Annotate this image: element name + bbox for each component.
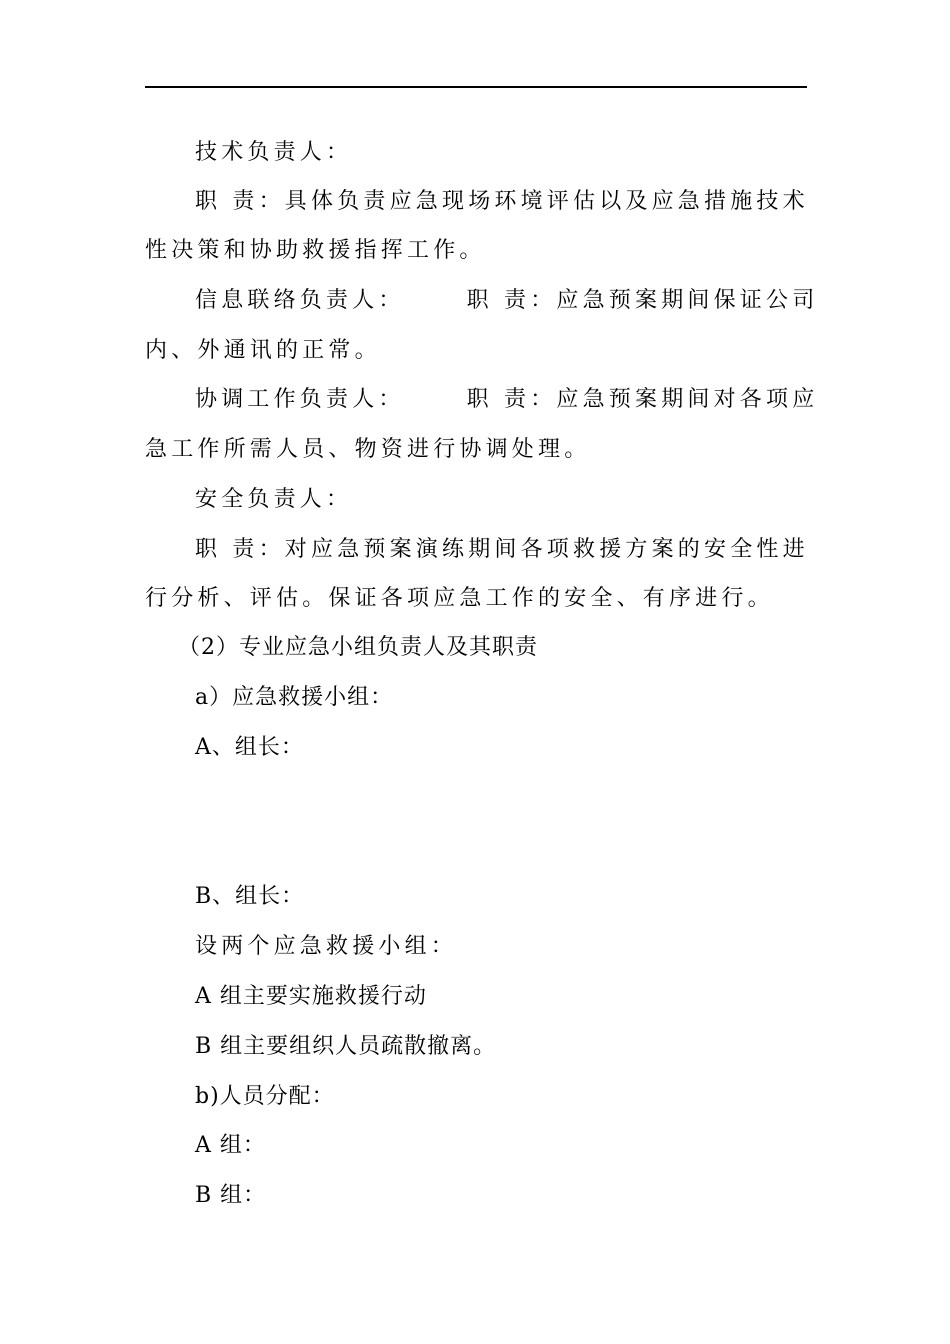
safety-lead-duty-line-2: 行分析、评估。保证各项应急工作的安全、有序进行。 — [145, 586, 774, 611]
communication-lead-duty-line-2: 内、外通讯的正常。 — [145, 338, 381, 363]
coordination-lead-paragraph — [195, 385, 819, 415]
team-a-role: A 组主要实施救援行动 — [195, 984, 427, 1009]
team-a-members: A 组： — [195, 1133, 266, 1158]
communication-lead-duty: 职 责：应急预案期间保证公司 — [466, 288, 819, 313]
coordination-lead-duty: 职 责：应急预案期间对各项应 — [466, 387, 819, 412]
coordination-lead-duty-line-2: 急工作所需人员、物资进行协调处理。 — [145, 437, 591, 462]
technical-lead-heading: 技术负责人： — [195, 140, 353, 165]
two-teams-statement: 设两个应急救援小组： — [195, 934, 458, 959]
communication-lead-paragraph — [195, 286, 819, 316]
team-b-members: B 组： — [195, 1183, 267, 1208]
rescue-team-heading: a）应急救援小组： — [195, 685, 394, 710]
header-rule — [145, 86, 807, 88]
safety-lead-duty-line-1: 职 责：对应急预案演练期间各项救援方案的安全性进 — [195, 537, 809, 562]
safety-lead-heading: 安全负责人： — [195, 487, 353, 512]
staff-allocation-heading: b)人员分配： — [195, 1084, 335, 1109]
team-b-role: B 组主要组织人员疏散撤离。 — [195, 1034, 497, 1059]
technical-lead-duty-line-2: 性决策和协助救援指挥工作。 — [145, 238, 486, 263]
team-b-leader: B、组长： — [195, 884, 305, 909]
technical-lead-duty-line-1: 职 责：具体负责应急现场环境评估以及应急措施技术 — [195, 189, 809, 214]
section-heading-professional-teams: （2）专业应急小组负责人及其职责 — [178, 635, 538, 660]
team-a-leader: A、组长： — [195, 735, 304, 760]
coordination-lead-label: 协调工作负责人： — [195, 387, 405, 412]
communication-lead-label: 信息联络负责人： — [195, 288, 405, 313]
